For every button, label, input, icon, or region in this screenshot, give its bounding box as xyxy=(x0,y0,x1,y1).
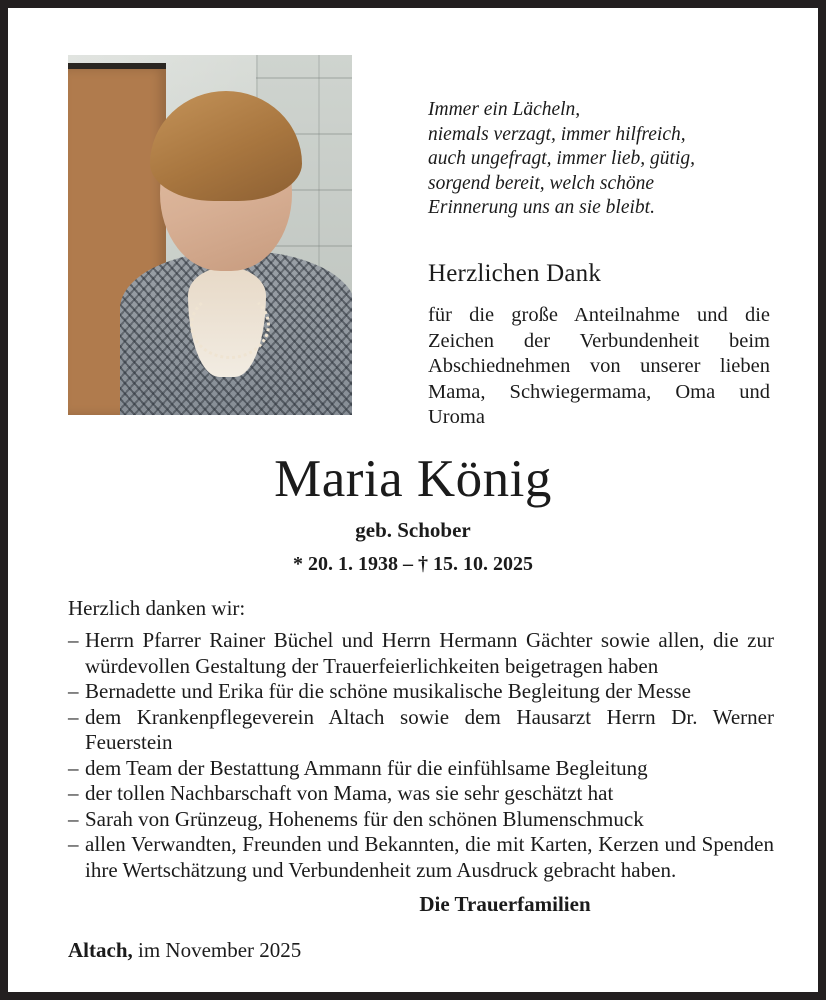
list-bullet: – xyxy=(68,628,79,652)
verse-line-1: Immer ein Lächeln, xyxy=(428,99,581,120)
list-bullet: – xyxy=(68,704,79,729)
dateline-date: im November 2025 xyxy=(138,938,302,962)
list-item xyxy=(68,756,774,782)
thanks-body-text: für die große Anteilnahme und die Zeichen der Verbundenheit beim Abschiednehmen von unserer lieben Mama, Schwiegermama, Oma und Uroma xyxy=(428,304,770,428)
notice-sheet xyxy=(8,8,818,992)
list-item-text: dem Team der Bestattung Ammann für die einfühlsame Begleitung xyxy=(85,755,648,780)
list-item-text: Herrn Pfarrer Rainer Büchel und Herrn Hermann Gächter sowie allen, die zur würdevollen Gestaltung der Trauerfeierlichkeiten beigetragen haben xyxy=(85,628,774,678)
list-item-text: Bernadette und Erika für die schöne musikalische Begleitung der Messe xyxy=(85,679,691,703)
deceased-name: Maria König xyxy=(274,450,552,508)
list-bullet: – xyxy=(68,781,79,805)
list-item xyxy=(68,807,774,833)
list-item-text: dem Krankenpflegeverein Altach sowie dem Hausarzt Herrn Dr. Werner Feuerstein xyxy=(85,704,774,754)
acknowledgements-list xyxy=(68,628,774,883)
list-item xyxy=(68,705,774,756)
list-bullet: – xyxy=(68,679,79,703)
list-bullet: – xyxy=(68,832,79,856)
list-item xyxy=(68,628,774,679)
verse-line-2: niemals verzagt, immer hilfreich, xyxy=(428,123,686,145)
photo-necklace xyxy=(190,291,270,359)
list-item xyxy=(68,832,774,883)
acknowledgements-intro: Herzlich danken wir: xyxy=(68,596,246,620)
deceased-maiden-name: geb. Schober xyxy=(355,518,471,542)
list-item-text: Sarah von Grünzeug, Hohenems für den schönen Blumenschmuck xyxy=(85,806,644,831)
dateline-place: Altach, xyxy=(68,938,133,962)
list-item xyxy=(68,781,774,807)
verse-line-5: Erinnerung uns an sie bleibt. xyxy=(428,197,655,218)
portrait-photo xyxy=(68,55,352,415)
dateline xyxy=(68,937,301,964)
signature-families: Die Trauerfamilien xyxy=(419,892,591,916)
list-item-text: allen Verwandten, Freunden und Bekannten, die mit Karten, Kerzen und Spenden ihre Wertschätzung und Verbundenheit zum Ausdruck gebracht haben. xyxy=(85,832,774,882)
list-item-text: der tollen Nachbarschaft von Mama, was sie sehr geschätzt hat xyxy=(85,781,614,805)
verse-line-4: sorgend bereit, welch schöne xyxy=(428,172,655,194)
verse-line-3: auch ungefragt, immer lieb, gütig, xyxy=(428,148,696,169)
thanks-heading: Herzlichen Dank xyxy=(428,260,602,287)
list-bullet: – xyxy=(68,755,79,780)
deceased-life-dates: * 20. 1. 1938 – † 15. 10. 2025 xyxy=(293,553,533,575)
list-item xyxy=(68,679,774,705)
list-bullet: – xyxy=(68,806,79,831)
memorial-verse xyxy=(428,98,776,221)
